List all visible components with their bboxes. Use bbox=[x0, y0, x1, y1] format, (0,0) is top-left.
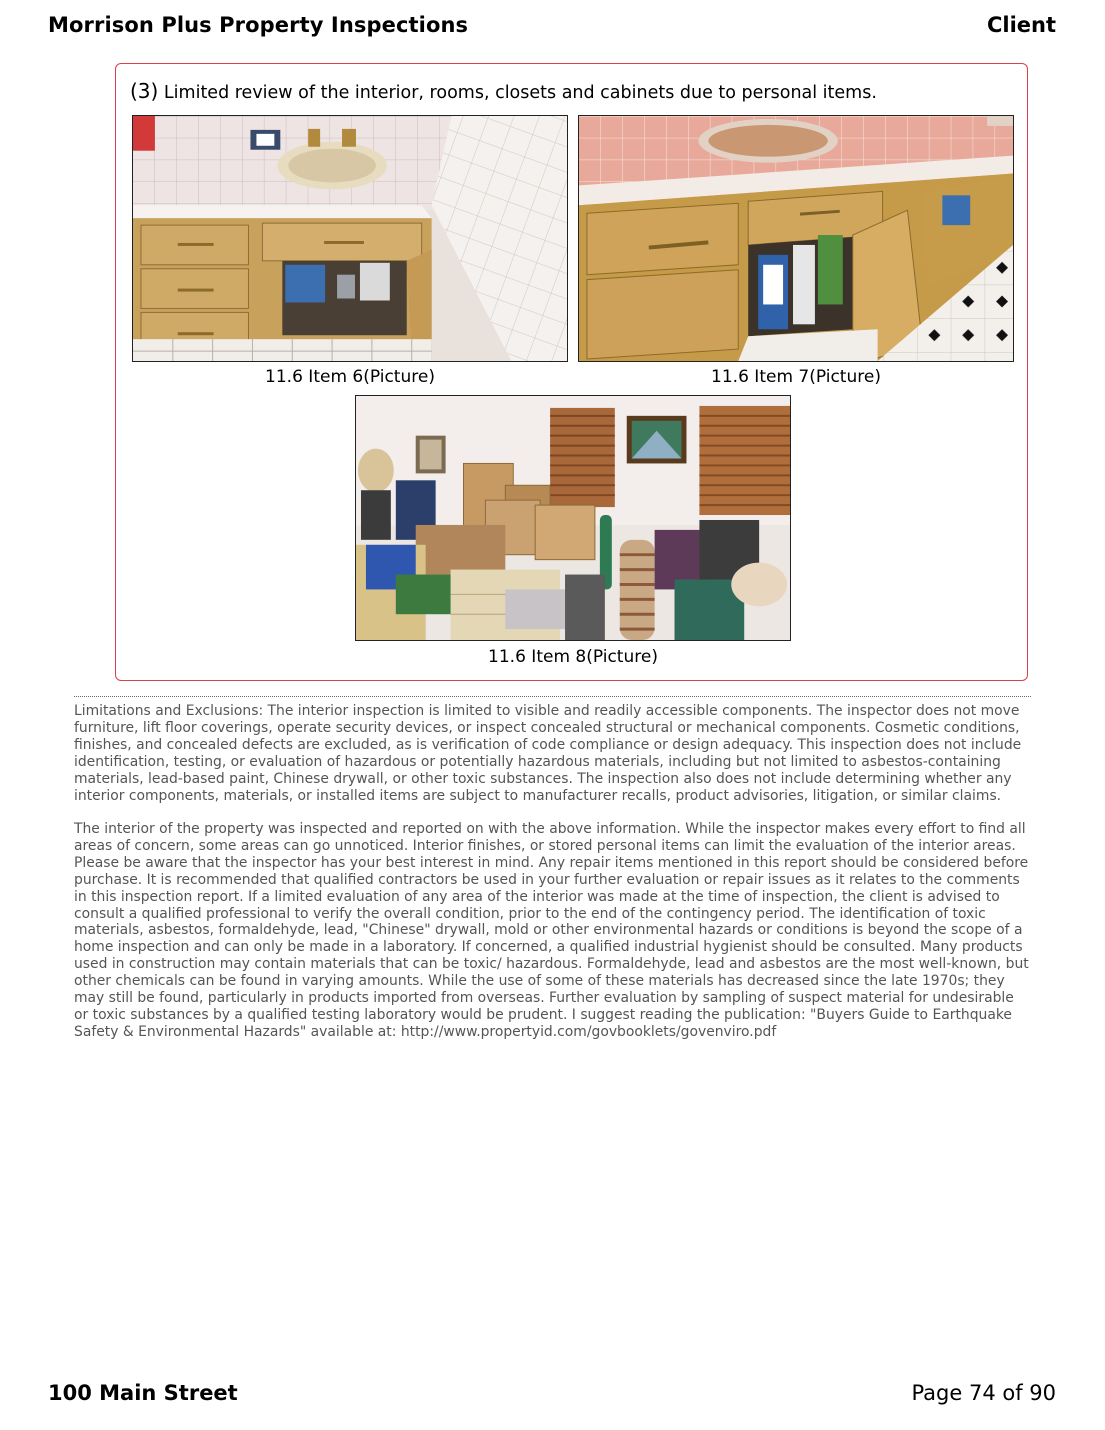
interior-summary-paragraph: The interior of the property was inspected and reported on with the above information. While the inspector makes every effort to find all areas of concern, some areas can go unnoticed. Interior finishes, or stored personal items can limit the evaluation of the interior areas. Please be aware that the inspector has your best interest in mind. Any repair items mentioned in this report should be considered before purchase. It is recommended that qualified contractors be used in your further evaluation or repair issues as it relates to the comments in this inspection report. If a limited evaluation of any area of the interior was made at the time of inspection, the client is advised to consult a qualified professional to verify the overall condition, prior to the end of the contingency period. The identification of toxic materials, asbestos, formaldehyde, lead, "Chinese" drywall, mold or other environmental hazards or conditions is beyond the scope of a home inspection and can only be made in a laboratory. If concerned, a qualified industrial hygienist should be consulted. Many products used in construction may contain materials that can be toxic/ hazardous. Formaldehyde, lead and asbestos are the most well-known, but other chemicals can be found in varying amounts. While the use of some of these materials has decreased since the late 1970s; they may still be found, particularly in products imported from overseas. Further evaluation by sampling of suspect material for undesirable or toxic substances by a qualified testing laboratory would be prudent. I suggest reading the publication: "Buyers Guide to Earthquake Safety & Environmental Hazards" available at: http://www.propertyid.com/govbooklets/govenviro.pdf bbox=[74, 821, 1029, 1040]
property-address: 100 Main Street bbox=[48, 1381, 238, 1405]
section-divider bbox=[74, 696, 1031, 697]
photo-caption-item-6: 11.6 Item 6(Picture) bbox=[265, 367, 435, 387]
page-number: Page 74 of 90 bbox=[911, 1381, 1056, 1405]
company-name: Morrison Plus Property Inspections bbox=[48, 13, 469, 37]
photo-caption-item-8: 11.6 Item 8(Picture) bbox=[488, 647, 658, 667]
limitation-item bbox=[130, 79, 877, 103]
item-number: (3) bbox=[130, 79, 159, 103]
vanity-supplies-photo-image bbox=[579, 116, 1013, 361]
item-text: Limited review of the interior, rooms, closets and cabinets due to personal items. bbox=[163, 83, 877, 103]
photo-caption-item-7: 11.6 Item 7(Picture) bbox=[711, 367, 881, 387]
vanity-photo-image bbox=[133, 116, 567, 361]
client-label: Client bbox=[986, 13, 1056, 37]
cluttered-room-photo-image bbox=[356, 396, 790, 640]
photo-item-7[interactable] bbox=[578, 115, 1014, 362]
limitations-paragraph: Limitations and Exclusions: The interior inspection is limited to visible and readily accessible components. The inspector does not move furniture, lift floor coverings, operate security devices, or inspect concealed structural or mechanical components. Cosmetic conditions, finishes, and concealed defects are excluded, as is verification of code compliance or design adequacy. This inspection does not include identification, testing, or evaluation of hazardous or potentially hazardous materials, including but not limited to asbestos-containing materials, lead-based paint, Chinese drywall, or other toxic substances. The inspection also does not include determining whether any interior components, materials, or installed items are subject to manufacturer recalls, product advisories, litigation, or similar claims. bbox=[74, 703, 1022, 804]
photo-item-8[interactable] bbox=[355, 395, 791, 641]
photo-item-6[interactable] bbox=[132, 115, 568, 362]
